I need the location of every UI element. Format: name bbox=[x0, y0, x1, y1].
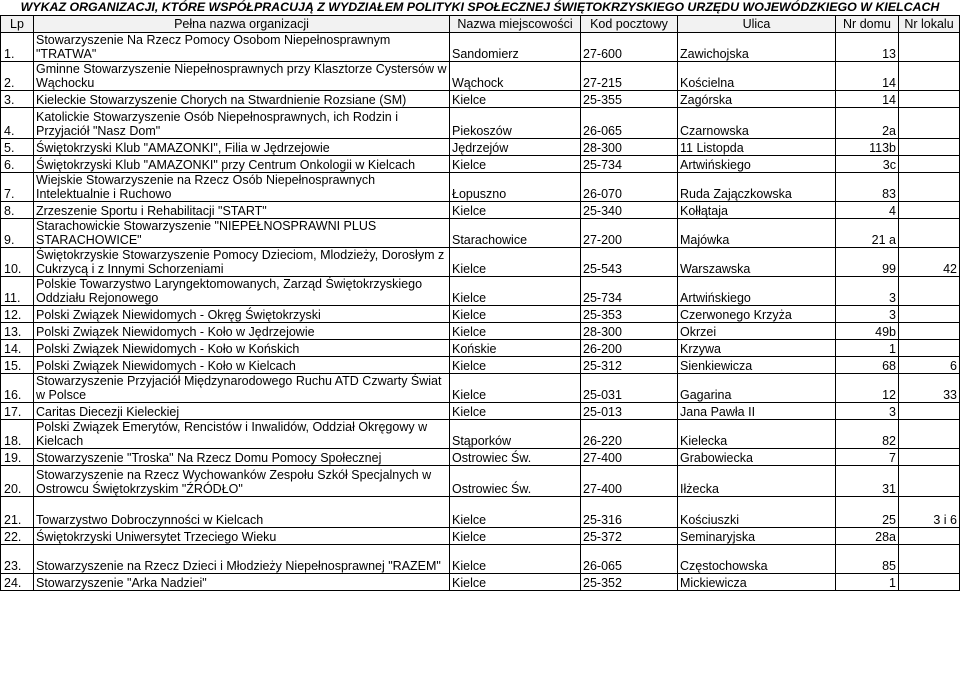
cell-ulica: Gagarina bbox=[678, 374, 836, 403]
cell-kod: 28-300 bbox=[581, 323, 678, 340]
cell-nazwa: Polskie Towarzystwo Laryngektomowanych, Zarząd Świętokrzyskiego Oddziału Rejonowego bbox=[34, 277, 450, 306]
cell-nr-domu: 25 bbox=[836, 497, 899, 528]
cell-ulica: Kołłątaja bbox=[678, 202, 836, 219]
cell-nazwa: Polski Związek Emerytów, Rencistów i Inwalidów, Oddział Okręgowy w Kielcach bbox=[34, 420, 450, 449]
cell-nazwa: Polski Związek Niewidomych - Koło w Kielcach bbox=[34, 357, 450, 374]
cell-nr-domu: 1 bbox=[836, 574, 899, 591]
cell-nazwa: Polski Związek Niewidomych - Koło w Końskich bbox=[34, 340, 450, 357]
table-row bbox=[1, 202, 960, 219]
table-row bbox=[1, 497, 960, 528]
table-row bbox=[1, 139, 960, 156]
cell-kod: 27-400 bbox=[581, 449, 678, 466]
table-row bbox=[1, 374, 960, 403]
cell-nr-domu: 14 bbox=[836, 91, 899, 108]
cell-nazwa: Świętokrzyskie Stowarzyszenie Pomocy Dzieciom, Mlodzieży, Dorosłym z Cukrzycą i z Innymi Schorzeniami bbox=[34, 248, 450, 277]
cell-miejscowosc: Jędrzejów bbox=[450, 139, 581, 156]
table-row bbox=[1, 91, 960, 108]
cell-ulica: Seminaryjska bbox=[678, 528, 836, 545]
cell-nazwa: Polski Związek Niewidomych - Koło w Jędrzejowie bbox=[34, 323, 450, 340]
table-row bbox=[1, 340, 960, 357]
cell-lp: 4. bbox=[1, 108, 34, 139]
cell-lp: 7. bbox=[1, 173, 34, 202]
cell-kod: 26-065 bbox=[581, 545, 678, 574]
cell-nr-domu: 83 bbox=[836, 173, 899, 202]
cell-lp: 14. bbox=[1, 340, 34, 357]
cell-lp: 20. bbox=[1, 466, 34, 497]
cell-nr-lokalu bbox=[899, 219, 960, 248]
cell-kod: 25-734 bbox=[581, 277, 678, 306]
cell-nr-domu: 49b bbox=[836, 323, 899, 340]
cell-nr-domu: 28a bbox=[836, 528, 899, 545]
table-row bbox=[1, 466, 960, 497]
cell-nazwa: Gminne Stowarzyszenie Niepełnosprawnych przy Klasztorze Cystersów w Wąchocku bbox=[34, 62, 450, 91]
cell-lp: 24. bbox=[1, 574, 34, 591]
table-body bbox=[1, 33, 960, 591]
cell-miejscowosc: Piekoszów bbox=[450, 108, 581, 139]
cell-nr-domu: 3 bbox=[836, 277, 899, 306]
cell-kod: 26-200 bbox=[581, 340, 678, 357]
cell-lp: 5. bbox=[1, 139, 34, 156]
cell-kod: 25-543 bbox=[581, 248, 678, 277]
cell-kod: 25-013 bbox=[581, 403, 678, 420]
cell-miejscowosc: Kielce bbox=[450, 323, 581, 340]
cell-nr-lokalu bbox=[899, 62, 960, 91]
cell-ulica: Krzywa bbox=[678, 340, 836, 357]
cell-nr-domu: 12 bbox=[836, 374, 899, 403]
cell-ulica: Iłżecka bbox=[678, 466, 836, 497]
table-row bbox=[1, 323, 960, 340]
cell-ulica: Czarnowska bbox=[678, 108, 836, 139]
cell-nr-domu: 7 bbox=[836, 449, 899, 466]
cell-nazwa: Starachowickie Stowarzyszenie "NIEPEŁNOSPRAWNI PLUS STARACHOWICE" bbox=[34, 219, 450, 248]
cell-nr-domu: 3c bbox=[836, 156, 899, 173]
cell-miejscowosc: Łopuszno bbox=[450, 173, 581, 202]
cell-ulica: Warszawska bbox=[678, 248, 836, 277]
cell-nr-lokalu bbox=[899, 156, 960, 173]
cell-nr-domu: 82 bbox=[836, 420, 899, 449]
cell-miejscowosc: Kielce bbox=[450, 357, 581, 374]
cell-nr-domu: 2a bbox=[836, 108, 899, 139]
cell-nr-lokalu: 42 bbox=[899, 248, 960, 277]
cell-nazwa: Stowarzyszenie na Rzecz Wychowanków Zespołu Szkół Specjalnych w Ostrowcu Świętokrzyskim "ŹRÓDŁO" bbox=[34, 466, 450, 497]
header-row bbox=[1, 16, 960, 33]
cell-nr-lokalu bbox=[899, 574, 960, 591]
document-title: WYKAZ ORGANIZACJI, KTÓRE WSPÓŁPRACUJĄ Z WYDZIAŁEM POLITYKI SPOŁECZNEJ ŚWIĘTOKRZYSKIEGO URZĘDU WOJEWÓDZKIEGO W KIELCACH bbox=[20, 0, 940, 14]
cell-ulica: Artwińskiego bbox=[678, 277, 836, 306]
cell-nr-lokalu bbox=[899, 528, 960, 545]
cell-kod: 25-353 bbox=[581, 306, 678, 323]
header-ulica: Ulica bbox=[678, 16, 836, 33]
cell-ulica: Czerwonego Krzyża bbox=[678, 306, 836, 323]
cell-nr-domu: 113b bbox=[836, 139, 899, 156]
cell-nr-domu: 31 bbox=[836, 466, 899, 497]
cell-kod: 26-070 bbox=[581, 173, 678, 202]
cell-nazwa: Stowarzyszenie Przyjaciół Międzynarodowego Ruchu ATD Czwarty Świat w Polsce bbox=[34, 374, 450, 403]
table-row bbox=[1, 403, 960, 420]
table-row bbox=[1, 449, 960, 466]
cell-nr-lokalu bbox=[899, 277, 960, 306]
cell-lp: 2. bbox=[1, 62, 34, 91]
cell-nr-lokalu bbox=[899, 403, 960, 420]
cell-ulica: Artwińskiego bbox=[678, 156, 836, 173]
cell-kod: 27-200 bbox=[581, 219, 678, 248]
header-nr-domu: Nr domu bbox=[836, 16, 899, 33]
cell-lp: 21. bbox=[1, 497, 34, 528]
cell-nr-lokalu bbox=[899, 108, 960, 139]
cell-nr-lokalu bbox=[899, 306, 960, 323]
table-row bbox=[1, 248, 960, 277]
cell-nr-lokalu bbox=[899, 139, 960, 156]
cell-nazwa: Stowarzyszenie "Arka Nadziei" bbox=[34, 574, 450, 591]
cell-nr-lokalu bbox=[899, 33, 960, 62]
table-row bbox=[1, 306, 960, 323]
table-row bbox=[1, 219, 960, 248]
table-row bbox=[1, 545, 960, 574]
cell-miejscowosc: Kielce bbox=[450, 306, 581, 323]
cell-nr-domu: 1 bbox=[836, 340, 899, 357]
cell-ulica: Kościuszki bbox=[678, 497, 836, 528]
cell-miejscowosc: Kielce bbox=[450, 277, 581, 306]
cell-lp: 6. bbox=[1, 156, 34, 173]
cell-miejscowosc: Kielce bbox=[450, 374, 581, 403]
cell-ulica: Grabowiecka bbox=[678, 449, 836, 466]
cell-lp: 10. bbox=[1, 248, 34, 277]
cell-nr-domu: 3 bbox=[836, 403, 899, 420]
cell-nazwa: Świętokrzyski Uniwersytet Trzeciego Wieku bbox=[34, 528, 450, 545]
table-row bbox=[1, 33, 960, 62]
cell-nr-domu: 3 bbox=[836, 306, 899, 323]
cell-miejscowosc: Końskie bbox=[450, 340, 581, 357]
cell-miejscowosc: Kielce bbox=[450, 497, 581, 528]
cell-miejscowosc: Kielce bbox=[450, 574, 581, 591]
table-row bbox=[1, 62, 960, 91]
cell-lp: 13. bbox=[1, 323, 34, 340]
cell-nr-domu: 21 a bbox=[836, 219, 899, 248]
cell-nazwa: Towarzystwo Dobroczynności w Kielcach bbox=[34, 497, 450, 528]
cell-kod: 28-300 bbox=[581, 139, 678, 156]
cell-kod: 25-352 bbox=[581, 574, 678, 591]
cell-ulica: Zagórska bbox=[678, 91, 836, 108]
table-row bbox=[1, 173, 960, 202]
cell-miejscowosc: Wąchock bbox=[450, 62, 581, 91]
cell-kod: 27-215 bbox=[581, 62, 678, 91]
cell-nr-lokalu bbox=[899, 173, 960, 202]
cell-kod: 25-031 bbox=[581, 374, 678, 403]
cell-miejscowosc: Kielce bbox=[450, 156, 581, 173]
cell-ulica: Kielecka bbox=[678, 420, 836, 449]
cell-nr-domu: 13 bbox=[836, 33, 899, 62]
cell-lp: 19. bbox=[1, 449, 34, 466]
cell-nr-lokalu: 33 bbox=[899, 374, 960, 403]
cell-nazwa: Polski Związek Niewidomych - Okręg Świętokrzyski bbox=[34, 306, 450, 323]
header-nr-lokalu: Nr lokalu bbox=[899, 16, 960, 33]
cell-miejscowosc: Ostrowiec Św. bbox=[450, 449, 581, 466]
table-row bbox=[1, 277, 960, 306]
cell-lp: 17. bbox=[1, 403, 34, 420]
cell-ulica: Ruda Zajączkowska bbox=[678, 173, 836, 202]
cell-lp: 18. bbox=[1, 420, 34, 449]
cell-nr-lokalu bbox=[899, 323, 960, 340]
table-row bbox=[1, 574, 960, 591]
cell-nr-lokalu bbox=[899, 420, 960, 449]
table-row bbox=[1, 108, 960, 139]
cell-kod: 27-400 bbox=[581, 466, 678, 497]
cell-lp: 22. bbox=[1, 528, 34, 545]
cell-nazwa: Stowarzyszenie Na Rzecz Pomocy Osobom Niepełnosprawnym "TRATWA" bbox=[34, 33, 450, 62]
cell-nazwa: Kieleckie Stowarzyszenie Chorych na Stwardnienie Rozsiane (SM) bbox=[34, 91, 450, 108]
cell-nr-domu: 85 bbox=[836, 545, 899, 574]
cell-kod: 25-340 bbox=[581, 202, 678, 219]
cell-kod: 26-065 bbox=[581, 108, 678, 139]
cell-miejscowosc: Kielce bbox=[450, 528, 581, 545]
header-miejscowosc: Nazwa miejscowości bbox=[450, 16, 581, 33]
cell-miejscowosc: Kielce bbox=[450, 403, 581, 420]
cell-ulica: Kościelna bbox=[678, 62, 836, 91]
cell-nazwa: Stowarzyszenie "Troska" Na Rzecz Domu Pomocy Społecznej bbox=[34, 449, 450, 466]
cell-nr-lokalu bbox=[899, 466, 960, 497]
cell-nazwa: Caritas Diecezji Kieleckiej bbox=[34, 403, 450, 420]
cell-nr-domu: 99 bbox=[836, 248, 899, 277]
cell-kod: 26-220 bbox=[581, 420, 678, 449]
header-lp: Lp bbox=[1, 16, 34, 33]
header-nazwa: Pełna nazwa organizacji bbox=[34, 16, 450, 33]
cell-lp: 3. bbox=[1, 91, 34, 108]
cell-nazwa: Świętokrzyski Klub "AMAZONKI" przy Centrum Onkologii w Kielcach bbox=[34, 156, 450, 173]
cell-nr-lokalu bbox=[899, 340, 960, 357]
cell-ulica: Okrzei bbox=[678, 323, 836, 340]
table-row bbox=[1, 156, 960, 173]
cell-lp: 1. bbox=[1, 33, 34, 62]
cell-ulica: Sienkiewicza bbox=[678, 357, 836, 374]
table-row bbox=[1, 357, 960, 374]
cell-lp: 15. bbox=[1, 357, 34, 374]
cell-kod: 25-316 bbox=[581, 497, 678, 528]
cell-miejscowosc: Kielce bbox=[450, 248, 581, 277]
cell-nr-lokalu bbox=[899, 202, 960, 219]
cell-nr-domu: 68 bbox=[836, 357, 899, 374]
cell-ulica: 11 Listopda bbox=[678, 139, 836, 156]
cell-nr-lokalu bbox=[899, 545, 960, 574]
cell-miejscowosc: Stąporków bbox=[450, 420, 581, 449]
table-row bbox=[1, 420, 960, 449]
cell-miejscowosc: Starachowice bbox=[450, 219, 581, 248]
cell-nazwa: Katolickie Stowarzyszenie Osób Niepełnosprawnych, ich Rodzin i Przyjaciół "Nasz Dom" bbox=[34, 108, 450, 139]
cell-nazwa: Zrzeszenie Sportu i Rehabilitacji "START" bbox=[34, 202, 450, 219]
cell-miejscowosc: Sandomierz bbox=[450, 33, 581, 62]
cell-ulica: Jana Pawła II bbox=[678, 403, 836, 420]
cell-ulica: Majówka bbox=[678, 219, 836, 248]
cell-nr-lokalu: 6 bbox=[899, 357, 960, 374]
cell-ulica: Zawichojska bbox=[678, 33, 836, 62]
cell-miejscowosc: Kielce bbox=[450, 202, 581, 219]
cell-lp: 23. bbox=[1, 545, 34, 574]
cell-miejscowosc: Kielce bbox=[450, 545, 581, 574]
cell-lp: 11. bbox=[1, 277, 34, 306]
cell-nr-lokalu bbox=[899, 91, 960, 108]
cell-lp: 9. bbox=[1, 219, 34, 248]
cell-lp: 8. bbox=[1, 202, 34, 219]
cell-nr-lokalu: 3 i 6 bbox=[899, 497, 960, 528]
cell-miejscowosc: Kielce bbox=[450, 91, 581, 108]
cell-nazwa: Świętokrzyski Klub "AMAZONKI", Filia w Jędrzejowie bbox=[34, 139, 450, 156]
cell-nr-domu: 14 bbox=[836, 62, 899, 91]
cell-kod: 27-600 bbox=[581, 33, 678, 62]
organizations-table bbox=[0, 15, 960, 591]
cell-ulica: Mickiewicza bbox=[678, 574, 836, 591]
cell-kod: 25-372 bbox=[581, 528, 678, 545]
cell-ulica: Częstochowska bbox=[678, 545, 836, 574]
cell-kod: 25-312 bbox=[581, 357, 678, 374]
cell-nazwa: Stowarzyszenie na Rzecz Dzieci i Młodzieży Niepełnosprawnej "RAZEM" bbox=[34, 545, 450, 574]
cell-kod: 25-734 bbox=[581, 156, 678, 173]
table-row bbox=[1, 528, 960, 545]
header-kod: Kod pocztowy bbox=[581, 16, 678, 33]
cell-nr-domu: 4 bbox=[836, 202, 899, 219]
cell-lp: 16. bbox=[1, 374, 34, 403]
cell-nr-lokalu bbox=[899, 449, 960, 466]
cell-miejscowosc: Ostrowiec Św. bbox=[450, 466, 581, 497]
cell-kod: 25-355 bbox=[581, 91, 678, 108]
cell-nazwa: Wiejskie Stowarzyszenie na Rzecz Osób Niepełnosprawnych Intelektualnie i Ruchowo bbox=[34, 173, 450, 202]
cell-lp: 12. bbox=[1, 306, 34, 323]
